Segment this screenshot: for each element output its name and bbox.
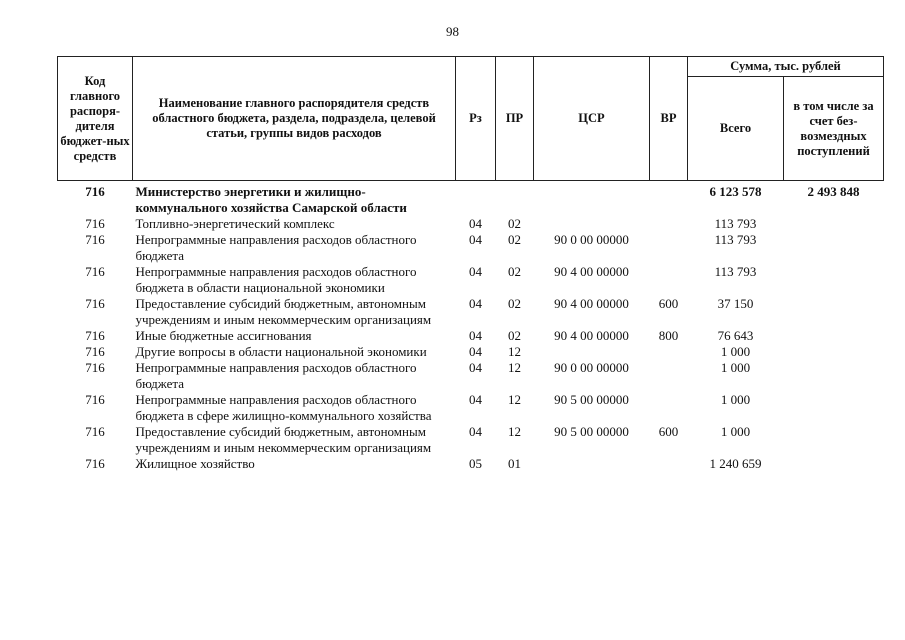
cell-incl [784, 392, 884, 424]
cell-pr: 12 [508, 360, 521, 375]
cell-incl [784, 328, 884, 344]
cell-code: 716 [85, 328, 105, 343]
header-incl: в том числе за счет без-возмездных поступлений [784, 77, 884, 181]
cell-total: 113 793 [714, 216, 757, 231]
header-csr: ЦСР [534, 57, 650, 181]
cell-vr [650, 456, 688, 472]
table-row [58, 424, 884, 456]
table-body [58, 181, 884, 473]
cell-vr [650, 264, 688, 296]
cell-csr: 90 5 00 00000 [554, 392, 629, 407]
table-row [58, 296, 884, 328]
cell-name: Предоставление субсидий бюджетным, автономным учреждениям и иным некоммерческим организациям [135, 296, 432, 327]
cell-vr [650, 344, 688, 360]
cell-csr [534, 181, 650, 217]
cell-rz: 04 [469, 328, 482, 343]
cell-vr: 600 [658, 296, 679, 311]
table-row [58, 392, 884, 424]
cell-total: 1 000 [720, 344, 751, 359]
cell-vr: 600 [658, 424, 679, 439]
cell-total: 37 150 [717, 296, 754, 311]
table-row [58, 216, 884, 232]
header-vr: ВР [650, 57, 688, 181]
cell-pr: 12 [508, 392, 521, 407]
cell-csr [534, 344, 650, 360]
cell-rz: 04 [469, 392, 482, 407]
table-row [58, 232, 884, 264]
cell-pr: 01 [508, 456, 521, 471]
cell-code: 716 [85, 184, 105, 199]
cell-vr: 800 [658, 328, 679, 343]
table-row [58, 181, 884, 217]
table-row [58, 456, 884, 472]
cell-rz: 04 [469, 344, 482, 359]
cell-rz: 04 [469, 360, 482, 375]
cell-name: Непрограммные направления расходов областного бюджета в области национальной экономики [135, 264, 417, 295]
cell-pr: 02 [508, 264, 521, 279]
header-code: Код главного распоря-дителя бюджет-ных средств [58, 57, 133, 181]
cell-name: Топливно-энергетический комплекс [135, 216, 335, 231]
cell-code: 716 [85, 344, 105, 359]
table-row [58, 328, 884, 344]
cell-code: 716 [85, 296, 105, 311]
cell-pr: 02 [508, 232, 521, 247]
cell-total: 1 000 [720, 392, 751, 407]
header-pr: ПР [496, 57, 534, 181]
cell-csr: 90 4 00 00000 [554, 296, 629, 311]
table-row [58, 360, 884, 392]
cell-rz: 04 [469, 264, 482, 279]
cell-pr: 02 [508, 296, 521, 311]
cell-vr [650, 216, 688, 232]
table-header [58, 57, 884, 181]
header-total: Всего [688, 77, 784, 181]
cell-name: Предоставление субсидий бюджетным, автономным учреждениям и иным некоммерческим организациям [135, 424, 432, 455]
header-name: Наименование главного распорядителя средств областного бюджета, раздела, подраздела, целевой статьи, группы видов расходов [133, 57, 456, 181]
cell-csr: 90 4 00 00000 [554, 328, 629, 343]
cell-code: 716 [85, 264, 105, 279]
cell-incl [784, 360, 884, 392]
table-row [58, 344, 884, 360]
cell-csr: 90 4 00 00000 [554, 264, 629, 279]
cell-code: 716 [85, 392, 105, 407]
cell-code: 716 [85, 360, 105, 375]
cell-code: 716 [85, 424, 105, 439]
header-rz: Рз [456, 57, 496, 181]
page-number: 98 [446, 24, 459, 39]
cell-csr: 90 5 00 00000 [554, 424, 629, 439]
cell-pr: 02 [508, 328, 521, 343]
cell-rz: 04 [469, 424, 482, 439]
cell-total: 1 000 [720, 424, 751, 439]
cell-total: 6 123 578 [709, 184, 762, 199]
cell-name: Непрограммные направления расходов областного бюджета в сфере жилищно-коммунального хозяйства [135, 392, 432, 423]
cell-incl [784, 232, 884, 264]
cell-pr: 12 [508, 344, 521, 359]
cell-vr [650, 360, 688, 392]
cell-rz: 05 [469, 456, 482, 471]
cell-total: 1 240 659 [709, 456, 762, 471]
cell-code: 716 [85, 216, 105, 231]
cell-name: Министерство энергетики и жилищно-коммунального хозяйства Самарской области [135, 184, 407, 215]
cell-csr: 90 0 00 00000 [554, 232, 629, 247]
cell-incl [784, 344, 884, 360]
cell-incl [784, 296, 884, 328]
cell-code: 716 [85, 456, 105, 471]
cell-csr: 90 0 00 00000 [554, 360, 629, 375]
table-row [58, 264, 884, 296]
cell-vr [650, 181, 688, 217]
cell-name: Жилищное хозяйство [135, 456, 255, 471]
cell-vr [650, 392, 688, 424]
budget-table [57, 56, 884, 472]
cell-incl [784, 216, 884, 232]
cell-name: Иные бюджетные ассигнования [135, 328, 312, 343]
cell-total: 1 000 [720, 360, 751, 375]
cell-rz: 04 [469, 232, 482, 247]
cell-pr: 12 [508, 424, 521, 439]
cell-name: Непрограммные направления расходов областного бюджета [135, 360, 417, 391]
cell-rz: 04 [469, 296, 482, 311]
cell-pr [496, 181, 534, 217]
cell-vr [650, 232, 688, 264]
cell-total: 76 643 [717, 328, 754, 343]
cell-total: 113 793 [714, 232, 757, 247]
cell-total: 113 793 [714, 264, 757, 279]
cell-pr: 02 [508, 216, 521, 231]
cell-incl [784, 264, 884, 296]
cell-code: 716 [85, 232, 105, 247]
cell-name: Другие вопросы в области национальной экономики [135, 344, 427, 359]
cell-incl [784, 424, 884, 456]
cell-rz: 04 [469, 216, 482, 231]
cell-csr [534, 216, 650, 232]
cell-csr [534, 456, 650, 472]
header-sum: Сумма, тыс. рублей [688, 57, 884, 77]
cell-incl [784, 456, 884, 472]
cell-name: Непрограммные направления расходов областного бюджета [135, 232, 417, 263]
cell-incl: 2 493 848 [807, 184, 860, 199]
cell-rz [456, 181, 496, 217]
